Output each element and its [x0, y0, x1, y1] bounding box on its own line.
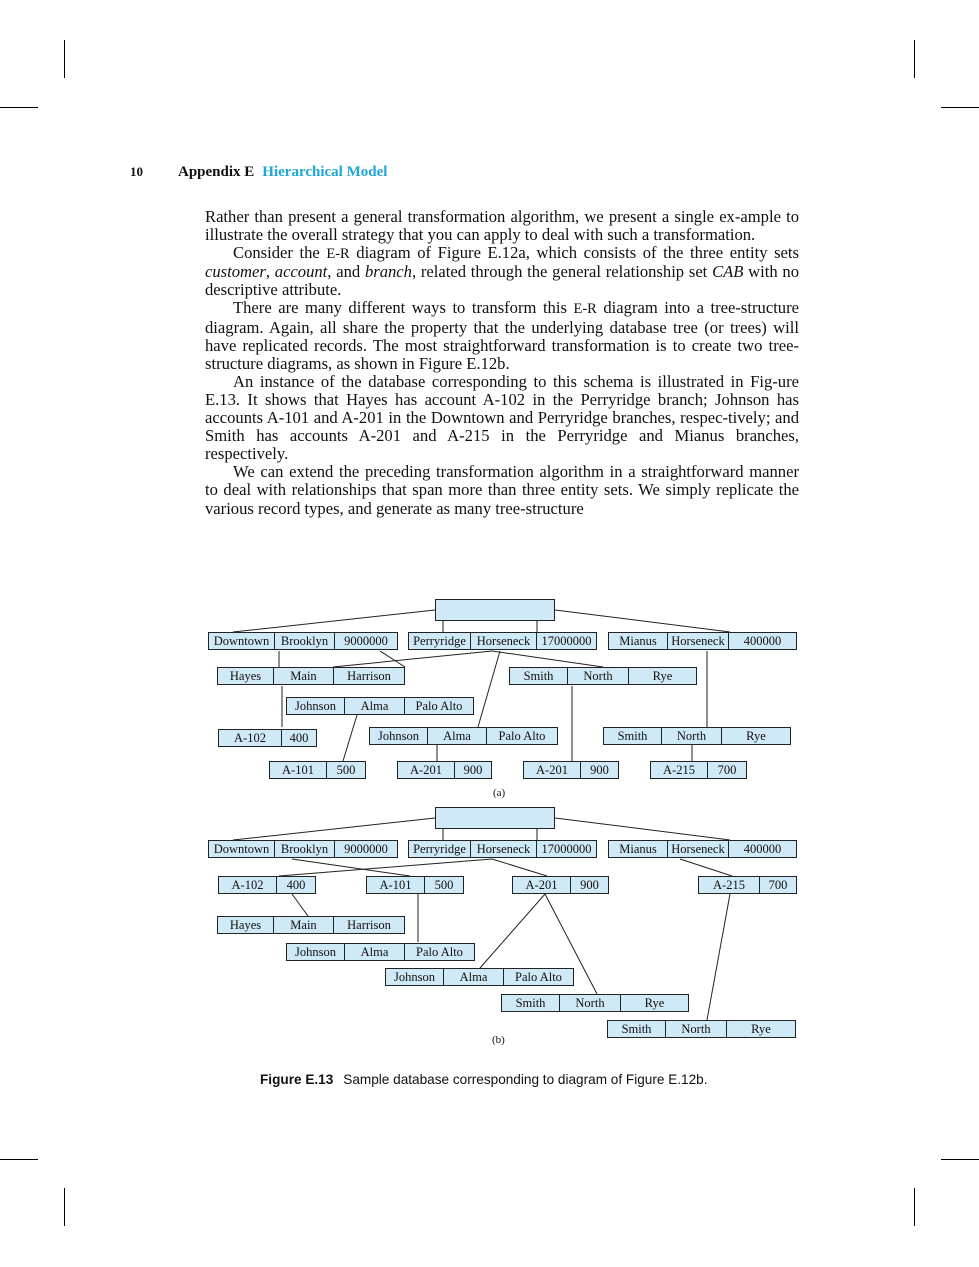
account-record: A-101 500: [269, 761, 366, 779]
customer-record: Johnson Alma Palo Alto: [385, 968, 574, 986]
branch-record: Mianus Horseneck 400000: [608, 632, 797, 650]
figure-label: Figure E.13: [260, 1072, 334, 1087]
account-record: A-102 400: [218, 729, 317, 747]
customer-record: Hayes Main Harrison: [217, 667, 405, 685]
branch-record: Perryridge Horseneck 17000000: [408, 632, 597, 650]
root-record: [435, 807, 555, 829]
account-record: A-215 700: [650, 761, 747, 779]
root-record: [435, 599, 555, 621]
account-record: A-102 400: [218, 876, 316, 894]
branch-record: Mianus Horseneck 400000: [608, 840, 797, 858]
account-record: A-201 900: [512, 876, 609, 894]
customer-record: Smith North Rye: [509, 667, 697, 685]
chapter-title: Hierarchical Model: [262, 164, 388, 180]
customer-record: Johnson Alma Palo Alto: [369, 727, 558, 745]
customer-record: Smith North Rye: [603, 727, 791, 745]
figure-caption: [260, 1072, 708, 1087]
customer-record: Smith North Rye: [607, 1020, 796, 1038]
subfigure-label: (a): [493, 787, 506, 799]
paragraph: There are many different ways to transform this E-R diagram into a tree-structure diagram. Again, all share the property that the underlying database tree (or trees) will have replicated records. The most straightforward transformation is to create two tree-structure diagrams, as shown in Figure E.12b.: [205, 298, 799, 373]
account-record: A-215 700: [698, 876, 797, 894]
paragraph: An instance of the database corresponding to this schema is illustrated in Fig-ure E.13. It shows that Hayes has account A-102 in the Perryridge branch; Johnson has accounts A-101 and A-201 in the Downtown and Perryridge branches, respec-tively; and Smith has accounts A-201 and A-215 in the Perryridge and Mianus branches, respectively.: [205, 371, 799, 464]
account-record: A-201 900: [397, 761, 492, 779]
caption-text: Sample database corresponding to diagram of Figure E.12b.: [343, 1072, 708, 1087]
account-record: A-101 500: [366, 876, 464, 894]
branch-record: Perryridge Horseneck 17000000: [408, 840, 597, 858]
customer-record: Hayes Main Harrison: [217, 916, 405, 934]
customer-record: Johnson Alma Palo Alto: [286, 697, 474, 715]
customer-record: Smith North Rye: [501, 994, 689, 1012]
branch-record: Downtown Brooklyn 9000000: [208, 840, 398, 858]
chapter-label: Appendix E: [178, 164, 255, 180]
paragraph: Rather than present a general transformation algorithm, we present a single ex-ample to illustrate the overall strategy that you can apply to deal with such a transformation.: [205, 207, 799, 245]
branch-record: Downtown Brooklyn 9000000: [208, 632, 398, 650]
subfigure-label: (b): [492, 1034, 505, 1046]
customer-record: Johnson Alma Palo Alto: [286, 943, 475, 961]
account-record: A-201 900: [523, 761, 619, 779]
page-number: 10: [130, 164, 143, 179]
paragraph: Consider the E-R diagram of Figure E.12a, which consists of the three entity sets customer, account, and branch, related through the general relationship set CAB with no descriptive attribute.: [205, 243, 800, 300]
paragraph: We can extend the preceding transformation algorithm in a straightforward manner to deal with relationships that span more than three entity sets. We simply replicate the various record types, and generate as many tree-structure: [205, 462, 799, 518]
